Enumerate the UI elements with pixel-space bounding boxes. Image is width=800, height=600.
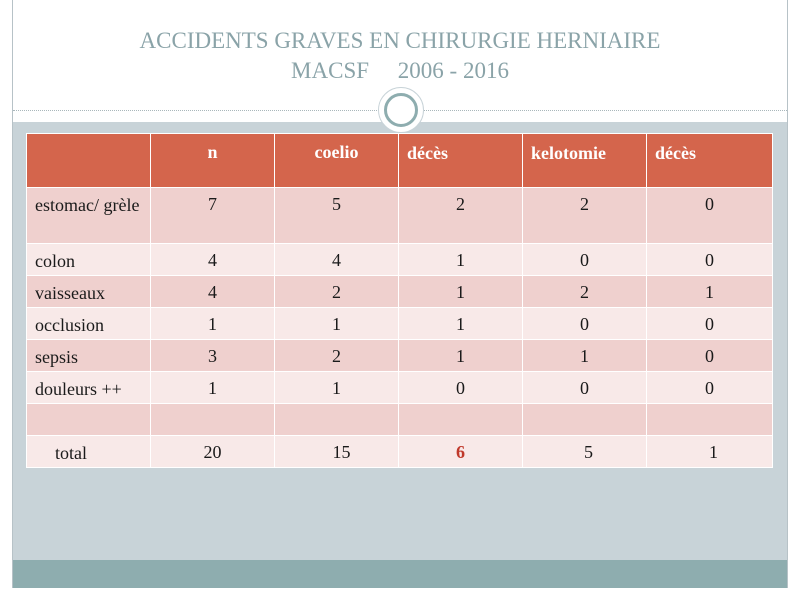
row-label: occlusion [27, 308, 151, 340]
header-cell [27, 134, 151, 188]
cell [647, 404, 773, 436]
cell-total-deces: 6 [399, 436, 523, 468]
cell: 1 [647, 276, 773, 308]
header-cell-n: n [151, 134, 275, 188]
footer-bar [13, 560, 787, 588]
cell-total-deces-2: 1 [647, 436, 773, 468]
table-row [27, 372, 773, 404]
title-line-2: MACSF 2006 - 2016 [291, 58, 509, 83]
cell: 0 [647, 188, 773, 244]
cell: 2 [523, 276, 647, 308]
cell: 4 [275, 244, 399, 276]
slide [12, 0, 788, 588]
cell: 3 [151, 340, 275, 372]
table-header-row [27, 134, 773, 188]
decorative-ring [384, 93, 418, 127]
row-label: douleurs ++ [27, 372, 151, 404]
cell: 0 [399, 372, 523, 404]
cell: 2 [523, 188, 647, 244]
row-label: colon [27, 244, 151, 276]
row-label-total: total [27, 436, 151, 468]
slide-title [13, 26, 787, 86]
header-cell-deces-2: décès [647, 134, 773, 188]
decorative-circle-icon [378, 87, 424, 133]
cell: 0 [647, 372, 773, 404]
cell [523, 404, 647, 436]
cell-total-coelio: 15 [275, 436, 399, 468]
row-label: vaisseaux [27, 276, 151, 308]
cell: 0 [523, 244, 647, 276]
row-label: sepsis [27, 340, 151, 372]
cell: 7 [151, 188, 275, 244]
table-row [27, 308, 773, 340]
cell: 1 [399, 276, 523, 308]
cell: 1 [275, 308, 399, 340]
table-row [27, 188, 773, 244]
cell-total-kelotomie: 5 [523, 436, 647, 468]
title-line-1: ACCIDENTS GRAVES EN CHIRURGIE HERNIAIRE [139, 28, 661, 53]
cell: 4 [151, 244, 275, 276]
header-cell-kelotomie: kelotomie [523, 134, 647, 188]
table-row [27, 340, 773, 372]
table-row-total [27, 436, 773, 468]
cell: 2 [275, 340, 399, 372]
header-cell-deces: décès [399, 134, 523, 188]
cell: 1 [151, 372, 275, 404]
cell [275, 404, 399, 436]
cell: 1 [399, 244, 523, 276]
header-cell-coelio: coelio [275, 134, 399, 188]
cell: 5 [275, 188, 399, 244]
table-row [27, 276, 773, 308]
cell [399, 404, 523, 436]
cell [27, 404, 151, 436]
cell: 1 [523, 340, 647, 372]
cell: 0 [647, 340, 773, 372]
cell: 0 [647, 308, 773, 340]
row-label: estomac/ grèle [27, 188, 151, 244]
cell: 2 [275, 276, 399, 308]
cell: 1 [399, 340, 523, 372]
data-table [26, 133, 773, 468]
cell [151, 404, 275, 436]
cell: 0 [523, 372, 647, 404]
cell: 1 [275, 372, 399, 404]
cell-total-n: 20 [151, 436, 275, 468]
cell: 0 [647, 244, 773, 276]
table-row-empty [27, 404, 773, 436]
cell: 4 [151, 276, 275, 308]
table-row [27, 244, 773, 276]
cell: 2 [399, 188, 523, 244]
cell: 1 [151, 308, 275, 340]
cell: 0 [523, 308, 647, 340]
cell: 1 [399, 308, 523, 340]
